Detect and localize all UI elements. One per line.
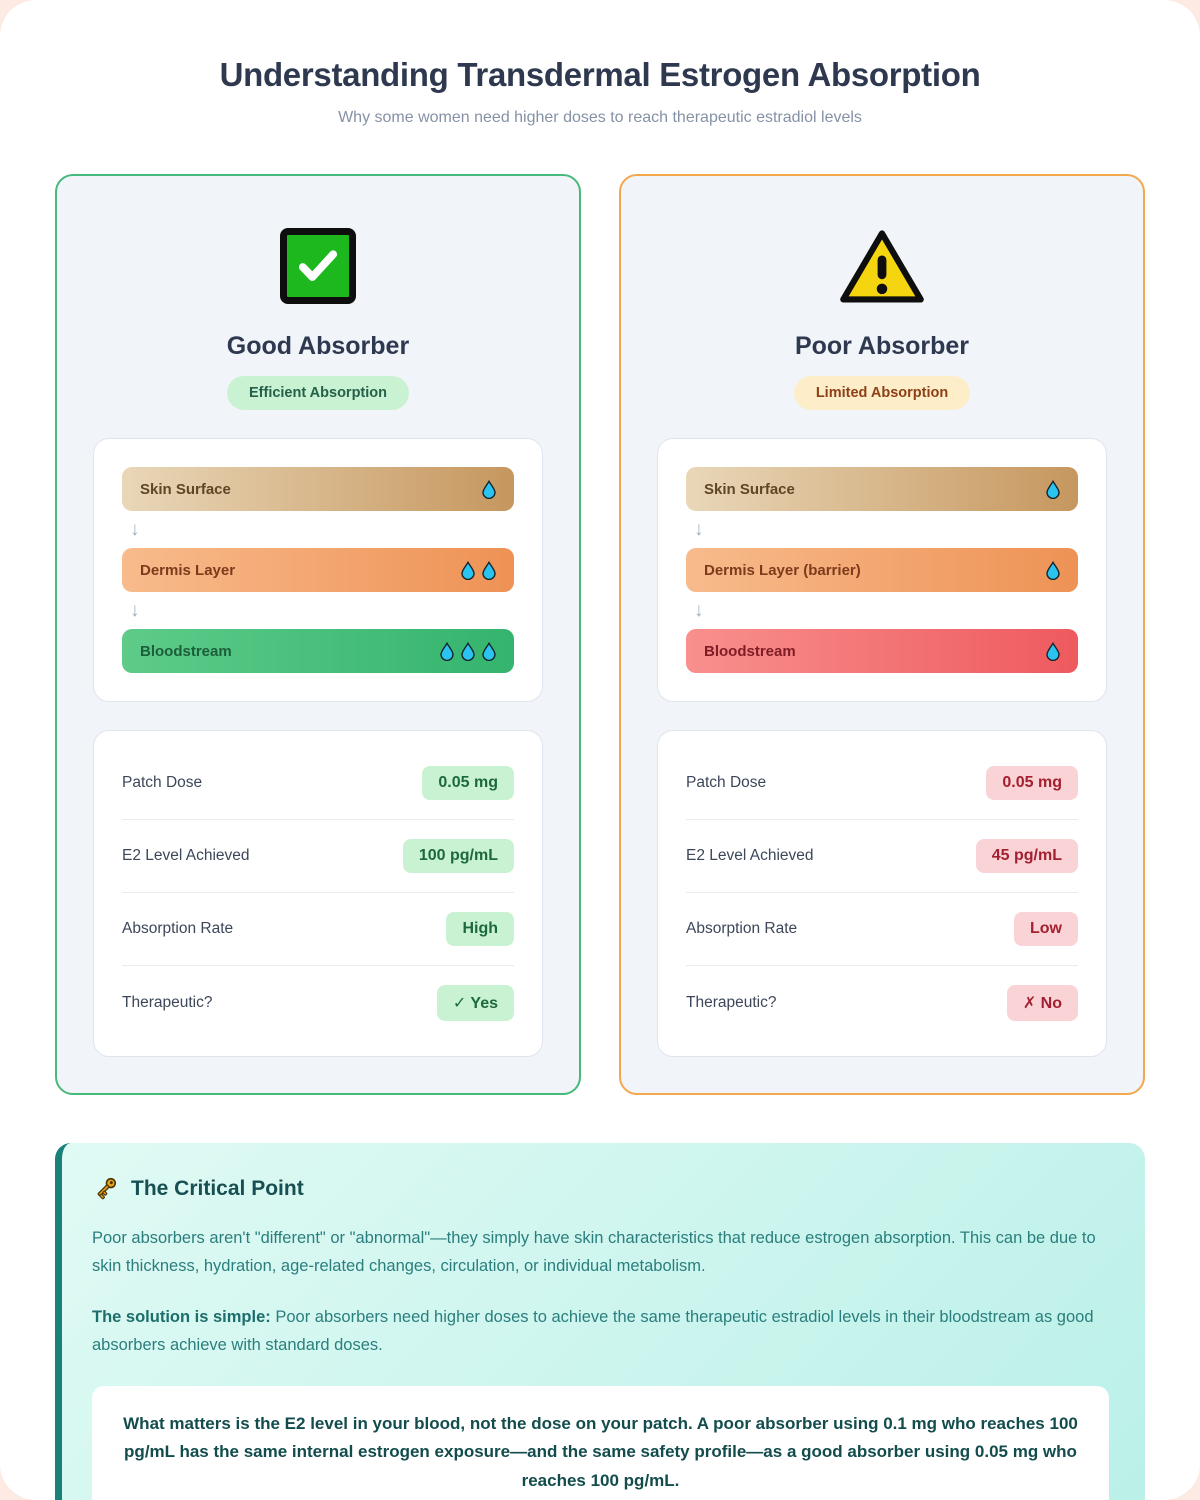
page-subtitle: Why some women need higher doses to reach therapeutic estradiol levels (338, 109, 862, 126)
page-header (0, 0, 1200, 127)
layer-label: Skin Surface (140, 480, 231, 498)
poor-skin-surface-bar (686, 467, 1078, 511)
droplet-icons (482, 480, 496, 499)
stat-row-e2-level (686, 820, 1078, 893)
poor-stats-panel (657, 730, 1107, 1057)
poor-absorption-badge: Limited Absorption (794, 376, 970, 410)
stat-value-badge: 45 pg/mL (976, 839, 1078, 873)
stat-value-badge: 0.05 mg (986, 766, 1078, 800)
poor-absorber-card (619, 174, 1145, 1095)
layer-label: Skin Surface (704, 480, 795, 498)
good-card-title: Good Absorber (226, 332, 410, 360)
stat-row-absorption-rate (122, 893, 514, 966)
stat-label: E2 Level Achieved (122, 847, 250, 864)
poor-bloodstream-bar (686, 629, 1078, 673)
key-icon (92, 1175, 119, 1202)
droplet-icons (461, 561, 496, 580)
stat-label: E2 Level Achieved (686, 847, 814, 864)
poor-card-icon-wrap (657, 226, 1107, 306)
down-arrow-icon: ↓ (130, 519, 140, 540)
stat-value-badge: Low (1014, 912, 1078, 946)
stat-value-badge: High (446, 912, 514, 946)
solution-text: Poor absorbers need higher doses to achieve the same therapeutic estradiol levels in their bloodstream as good absorbers achieve with standard doses. (92, 1307, 1094, 1355)
stat-row-absorption-rate (686, 893, 1078, 966)
good-absorber-card (55, 174, 581, 1095)
good-card-icon-wrap (93, 226, 543, 306)
stat-label: Therapeutic? (122, 994, 213, 1011)
poor-card-title: Poor Absorber (794, 332, 970, 360)
good-bloodstream-bar (122, 629, 514, 673)
stat-label: Patch Dose (686, 774, 767, 791)
droplet-icons (1046, 561, 1060, 580)
good-absorption-badge: Efficient Absorption (227, 376, 409, 410)
layer-label: Bloodstream (140, 642, 232, 660)
stat-value-badge: ✓ Yes (437, 985, 514, 1021)
stat-row-patch-dose (122, 747, 514, 820)
key-takeaway-callout: What matters is the E2 level in your blood, not the dose on your patch. A poor absorber using 0.1 mg who reaches 100 pg/mL has the same internal estrogen exposure—and the same safety profile—as a good absorber using 0.05 mg who reaches 100 pg/mL. (92, 1386, 1109, 1500)
page-title: Understanding Transdermal Estrogen Absorption (219, 56, 981, 93)
stat-label: Therapeutic? (686, 994, 777, 1011)
critical-point-header (92, 1175, 1109, 1202)
solution-label: The solution is simple: (92, 1307, 271, 1326)
stat-value-badge: ✗ No (1007, 985, 1078, 1021)
good-dermis-layer-bar (122, 548, 514, 592)
stat-label: Absorption Rate (686, 920, 798, 937)
droplet-icons (440, 642, 496, 661)
good-skin-layers-panel (93, 438, 543, 702)
critical-point-title: The Critical Point (131, 1176, 304, 1200)
down-arrow-icon: ↓ (694, 519, 704, 540)
layer-label: Dermis Layer (barrier) (704, 561, 861, 579)
warning-triangle-icon (838, 226, 926, 306)
down-arrow-icon: ↓ (694, 600, 704, 621)
critical-point-panel (55, 1143, 1145, 1500)
comparison-cards-row (0, 174, 1200, 1095)
droplet-icons (1046, 480, 1060, 499)
layer-label: Bloodstream (704, 642, 796, 660)
critical-paragraph-2 (92, 1303, 1109, 1360)
layer-label: Dermis Layer (140, 561, 236, 579)
stat-row-therapeutic (686, 966, 1078, 1040)
poor-dermis-layer-bar (686, 548, 1078, 592)
stat-value-badge: 0.05 mg (422, 766, 514, 800)
stat-label: Patch Dose (122, 774, 203, 791)
stat-value-badge: 100 pg/mL (403, 839, 514, 873)
poor-skin-layers-panel (657, 438, 1107, 702)
check-square-icon (280, 228, 356, 304)
down-arrow-icon: ↓ (130, 600, 140, 621)
good-skin-surface-bar (122, 467, 514, 511)
stat-row-e2-level (122, 820, 514, 893)
good-stats-panel (93, 730, 543, 1057)
stat-row-therapeutic (122, 966, 514, 1040)
droplet-icons (1046, 642, 1060, 661)
critical-paragraph-1: Poor absorbers aren't "different" or "abnormal"—they simply have skin characteristics that reduce estrogen absorption. This can be due to skin thickness, hydration, age-related changes, circulation, or individual metabolism. (92, 1229, 1096, 1276)
stat-row-patch-dose (686, 747, 1078, 820)
stat-label: Absorption Rate (122, 920, 234, 937)
